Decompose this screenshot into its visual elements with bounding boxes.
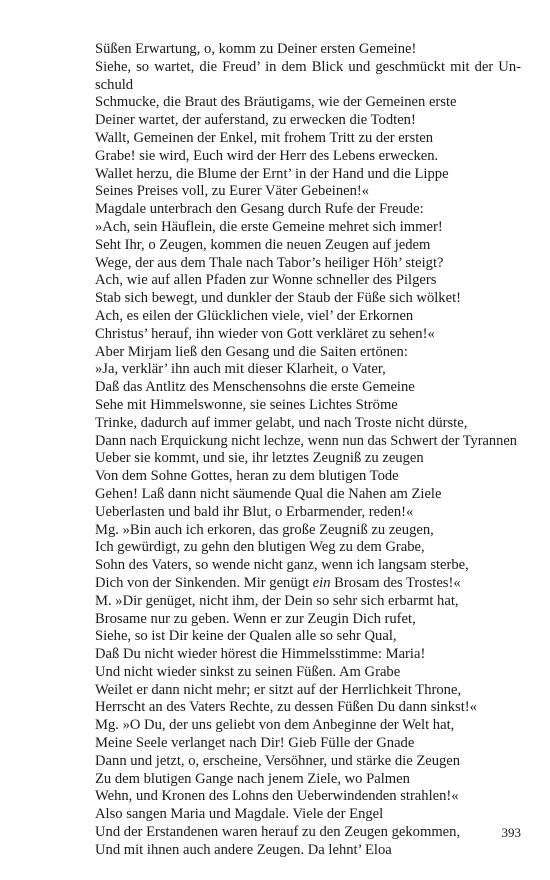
page-number: 393 — [501, 825, 521, 840]
text-line: Magdale unterbrach den Gesang durch Rufe der Freude: — [95, 201, 424, 218]
text-line: Siehe, so wartet, die Freud’ in dem Blick und geschmückt mit der Un- — [95, 58, 521, 75]
text-line: Ich gewürdigt, zu gehn den blutigen Weg zu dem Grabe, — [95, 539, 425, 556]
text-line: Siehe, so ist Dir keine der Qualen alle so sehr Qual, — [95, 628, 397, 645]
text-line: Zu dem blutigen Gange nach jenem Ziele, wo Palmen — [95, 770, 410, 787]
text-line: Und mit ihnen auch andere Zeugen. Da lehnt’ Eloa — [95, 841, 392, 858]
text-line: Stab sich bewegt, und dunkler der Staub der Füße sich wölket! — [95, 290, 461, 307]
text-line: Und nicht wieder sinkst zu seinen Füßen. Am Grabe — [95, 663, 401, 680]
text-line: Gehen! Laß dann nicht säumende Qual die Nahen am Ziele — [95, 485, 442, 502]
text-line: Daß Du nicht wieder hörest die Himmelsstimme: Maria! — [95, 646, 426, 663]
text-line: Mg. »Bin auch ich erkoren, das große Zeugniß zu zeugen, — [95, 521, 434, 538]
text-line: Ueberlasten und bald ihr Blut, o Erbarmender, reden!« — [95, 503, 414, 520]
text-line: Seht Ihr, o Zeugen, kommen die neuen Zeugen auf jedem — [95, 236, 431, 253]
text-line: Christus’ herauf, ihn wieder von Gott verkläret zu sehen!« — [95, 325, 435, 342]
text-line: Süßen Erwartung, o, komm zu Deiner ersten Gemeine! — [95, 41, 417, 57]
text-line: »Ach, sein Häuflein, die erste Gemeine mehret sich immer! — [95, 218, 443, 235]
text-line: Mg. »O Du, der uns geliebt von dem Anbeginne der Welt hat, — [95, 717, 455, 734]
text-line: M. »Dir genüget, nicht ihm, der Dein so sehr sich erbarmt hat, — [95, 592, 459, 609]
text-line: Also sangen Maria und Magdale. Viele der Engel — [95, 806, 384, 823]
text-line: Ach, es eilen der Glücklichen viele, viel’ der Erkornen — [95, 307, 414, 324]
text-line: Dich von der Sinkenden. Mir genügt ein Brosam des Trostes!« — [95, 574, 461, 591]
emphasis: ein — [312, 574, 331, 591]
text-line: Grabe! sie wird, Euch wird der Herr des Lebens erwecken. — [95, 147, 439, 164]
text-line: Von dem Sohne Gottes, heran zu dem blutigen Tode — [95, 468, 399, 485]
text-line: Und der Erstandenen waren herauf zu den Zeugen gekommen, — [95, 824, 461, 841]
text-line: Wallt, Gemeinen der Enkel, mit frohem Tritt zu der ersten — [95, 129, 434, 146]
text-line: Sehe mit Himmelswonne, sie seines Lichtes Ströme — [95, 396, 398, 413]
text-line: Wehn, und Kronen des Lohns den Ueberwindenden strahlen!« — [95, 788, 459, 805]
text-line: Aber Mirjam ließ den Gesang und die Saiten ertönen: — [95, 343, 408, 360]
text-line: Wallet herzu, die Blume der Ernt’ in der Hand und die Lippe — [95, 165, 449, 182]
text-line: »Ja, verklär’ ihn auch mit dieser Klarheit, o Vater, — [95, 361, 386, 378]
text-line: Sohn des Vaters, so wende nicht ganz, wenn ich langsam sterbe, — [95, 557, 469, 574]
text-line: Deiner wartet, der auferstand, zu erwecken die Todten! — [95, 112, 416, 129]
text-line: Dann nach Erquickung nicht lechze, wenn nun das Schwert der Tyrannen — [95, 432, 517, 449]
text-line: Ueber sie kommt, und sie, ihr letztes Zeugniß zu zeugen — [95, 450, 424, 467]
text-line: Wege, der aus dem Thale nach Tabor’s heiliger Höh’ steigt? — [95, 254, 444, 271]
text-line: Herrscht an des Vaters Rechte, zu dessen Füßen Du dann sinkst!« — [95, 699, 477, 716]
text-line: Ach, wie auf allen Pfaden zur Wonne schneller des Pilgers — [95, 272, 437, 289]
text-line: Weilet er dann nicht mehr; er sitzt auf der Herrlichkeit Throne, — [95, 681, 462, 698]
text-line: Seines Preises voll, zu Eurer Väter Gebeinen!« — [95, 183, 370, 200]
text-line: Daß das Antlitz des Menschensohns die erste Gemeine — [95, 379, 415, 396]
text-line: Trinke, dadurch auf immer gelabt, und nach Troste nicht dürste, — [95, 414, 468, 431]
text-line: Dann und jetzt, o, erscheine, Versöhner, und stärke die Zeugen — [95, 752, 461, 769]
poem-text-block — [95, 41, 521, 860]
text-line: Schmucke, die Braut des Bräutigams, wie der Gemeinen erste — [95, 94, 457, 111]
text-line: schuld — [95, 76, 134, 93]
text-line: Brosame nur zu geben. Wenn er zur Zeugin Dich rufet, — [95, 610, 416, 627]
text-line: Meine Seele verlanget nach Dir! Gieb Fülle der Gnade — [95, 735, 415, 752]
